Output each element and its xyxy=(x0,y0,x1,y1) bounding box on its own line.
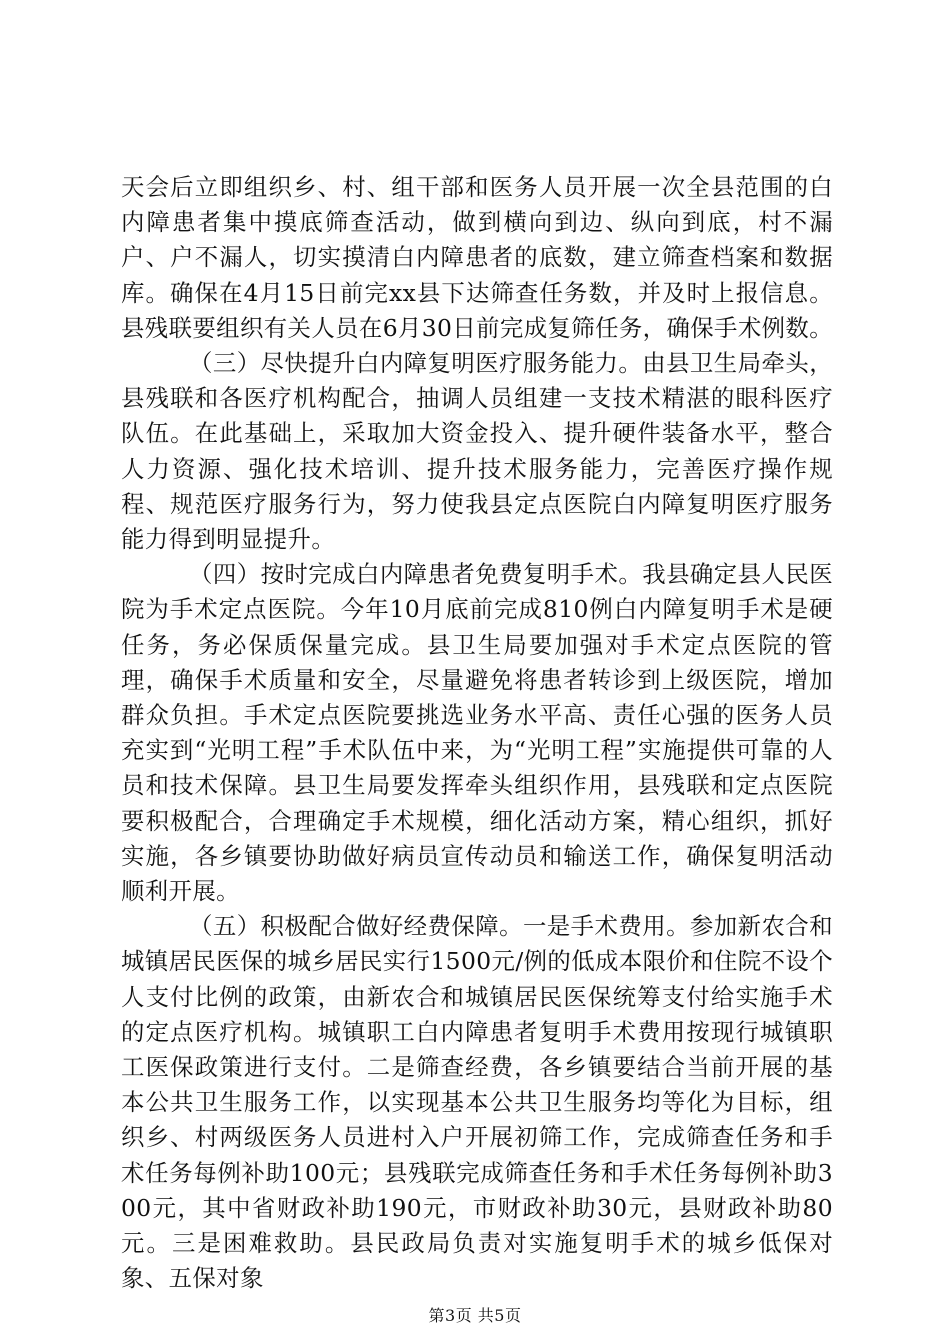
paragraph-screening-continuation: 天会后立即组织乡、村、组干部和医务人员开展一次全县范围的白内障患者集中摸底筛查活动，做到横向到边、纵向到底，村不漏户、户不漏人，切实摸清白内障患者的底数，建立筛查档案和数据库。确保在4月15日前完xx县下达筛查任务数，并及时上报信息。县残联要组织有关人员在6月30日前完成复筛任务，确保手术例数。 xyxy=(121,173,833,342)
document-body xyxy=(121,170,833,1297)
page-number-footer: 第3页 共5页 xyxy=(428,1306,522,1325)
paragraph-section-three: （三）尽快提升白内障复明医疗服务能力。由县卫生局牵头，县残联和各医疗机构配合，抽调人员组建一支技术精湛的眼科医疗队伍。在此基础上，采取加大资金投入、提升硬件装备水平，整合人力资源、强化技术培训、提升技术服务能力，完善医疗操作规程、规范医疗服务行为，努力使我县定点医院白内障复明医疗服务能力得到明显提升。 xyxy=(121,349,833,554)
paragraph-section-five: （五）积极配合做好经费保障。一是手术费用。参加新农合和城镇居民医保的城乡居民实行1500元/例的低成本限价和住院不设个人支付比例的政策，由新农合和城镇居民医保统筹支付给实施手术的定点医疗机构。城镇职工白内障患者复明手术费用按现行城镇职工医保政策进行支付。二是筛查经费，各乡镇要结合当前开展的基本公共卫生服务工作，以实现基本公共卫生服务均等化为目标，组织乡、村两级医务人员进村入户开展初筛工作，完成筛查任务和手术任务每例补助100元；县残联完成筛查任务和手术任务每例补助300元，其中省财政补助190元，市财政补助30元，县财政补助80元。三是困难救助。县民政局负责对实施复明手术的城乡低保对象、五保对象 xyxy=(121,912,833,1293)
paragraph-section-four: （四）按时完成白内障患者免费复明手术。我县确定县人民医院为手术定点医院。今年10月底前完成810例白内障复明手术是硬任务，务必保质保量完成。县卫生局要加强对手术定点医院的管理，确保手术质量和安全，尽量避免将患者转诊到上级医院，增加群众负担。手术定点医院要挑选业务水平高、责任心强的医务人员充实到“光明工程”手术队伍中来，为“光明工程”实施提供可靠的人员和技术保障。县卫生局要发挥牵头组织作用，县残联和定点医院要积极配合，合理确定手术规模，细化活动方案，精心组织，抓好实施，各乡镇要协助做好病员宣传动员和输送工作，确保复明活动顺利开展。 xyxy=(121,560,833,906)
